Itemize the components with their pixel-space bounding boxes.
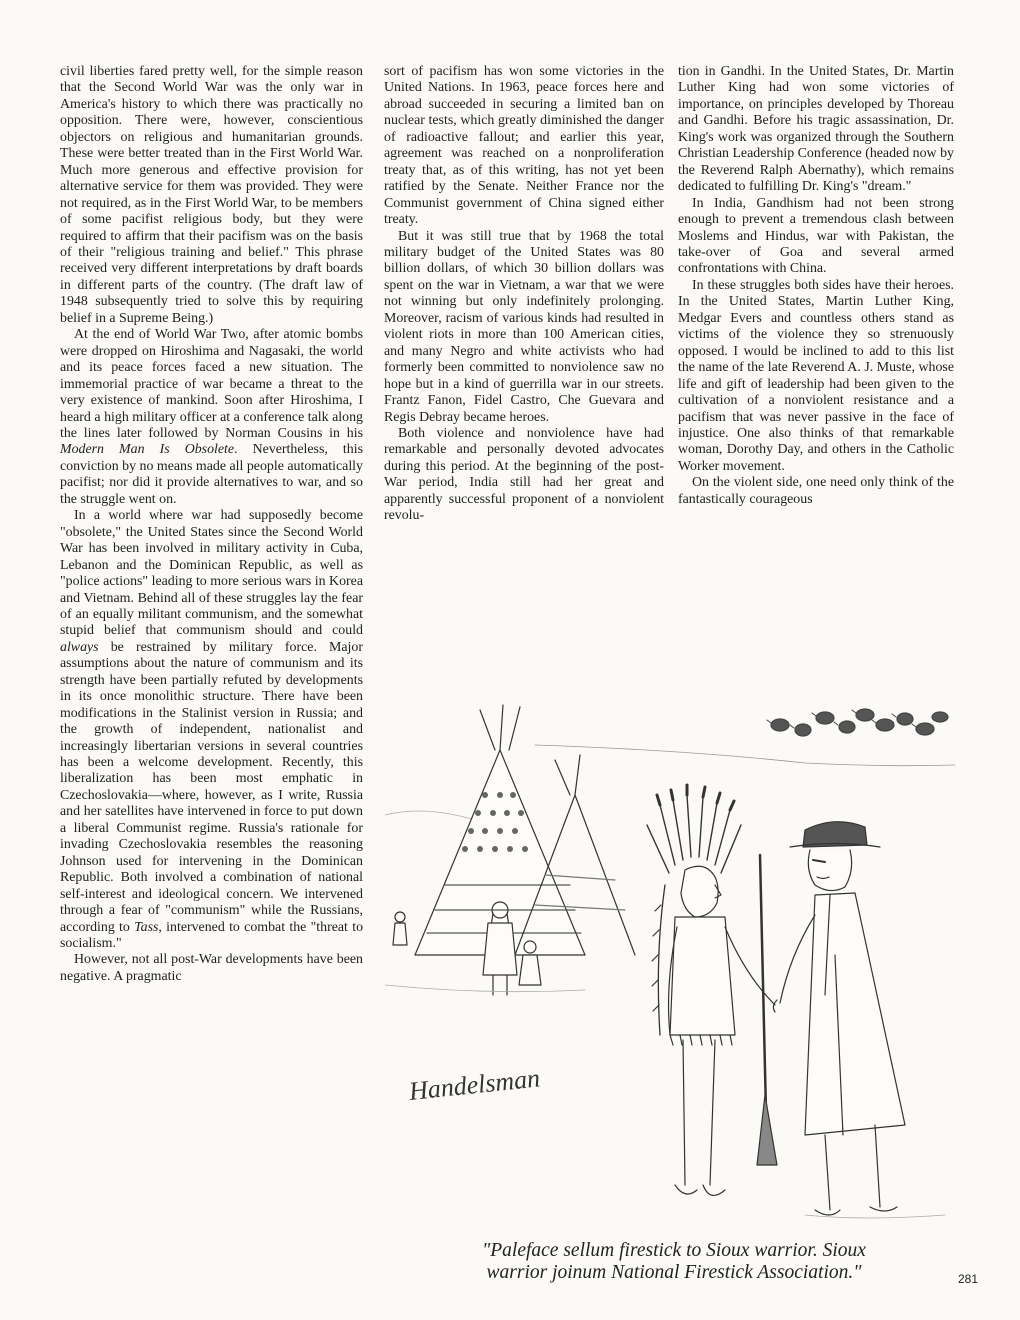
paragraph: At the end of World War Two, after atomic bombs were dropped on Hiroshima and Nagasaki, the world and its peace forces faced a new situation. The immemorial practice of war became a threat to the very existence of mankind. Soon after Hiroshima, I heard a high military officer at a conference talk along the lines later followed by Norman Cousins in his Modern Man Is Obsolete. Nevertheless, this conviction by no means made all people automatically pacifist; nor did it provide alternatives to war, and so the struggle went on.: [60, 327, 363, 507]
page-number: 281: [958, 1272, 979, 1286]
text-column-2: [384, 64, 664, 525]
paragraph: However, not all post-War developments have been negative. A pragmatic: [60, 952, 363, 984]
paragraph: tion in Gandhi. In the United States, Dr. Martin Luther King had won some victories of importance, on principles developed by Thoreau and Gandhi. Before his tragic assassination, Dr. King's work was organized through the Southern Christian Leadership Conference (headed now by the Reverend Ralph Abernathy), which remains dedicated to fulfilling Dr. King's "dream.": [678, 64, 954, 195]
cartoon-illustration: [385, 655, 957, 1230]
paragraph: In a world where war had supposedly become "obsolete," the United States since the Second World War has been involved in military activity in Cuba, Lebanon and the Dominican Republic, as well as "police actions" leading to more serious wars in Korea and Vietnam. Behind all of these struggles lay the fear of an equally militant communism, and the somewhat stupid belief that communism should and could always be restrained by military force. Major assumptions about the nature of communism and its strength have been partially refuted by developments in its once monolithic structure. There have been modifications in the Stalinist version in Russia; and the growth of independent, nationalist and increasingly libertarian versions in several countries has been a welcome development. Recently, this liberalization has been most emphatic in Czechoslovakia—where, however, as I write, Russia and her satellites have intervened in force to put down a liberal Communist regime. Russia's rationale for invading Czechoslovakia resembles the reasoning Johnson used for intervening in the Dominican Republic. Both involved a combination of national self-interest and ideological concern. We intervened through a fear of "communism" while the Russians, according to Tass, intervened to combat the "threat to socialism.": [60, 508, 364, 952]
agency-name: Tass: [134, 919, 159, 935]
paragraph: In India, Gandhism had not been strong enough to prevent a tremendous clash between Moslems and Hindus, war with Pakistan, the take-over of Goa and several armed confrontations with China.: [678, 195, 954, 277]
paragraph: On the violent side, one need only think of the fantastically courageous: [678, 475, 954, 507]
paragraph: sort of pacifism has won some victories in the United Nations. In 1963, peace forces here and abroad succeeded in securing a limited ban on nuclear tests, which greatly diminished the danger of radioactive fallout; and earlier this year, agreement was reached on a nonproliferation treaty that, as of this writing, has not yet been ratified by the Senate. Neither France nor the Communist government of China signed either treaty.: [384, 64, 664, 228]
cartoon-caption: "Paleface sellum firestick to Sioux warrior. Sioux warrior joinum National Firestick Association.": [482, 1240, 866, 1283]
small-child-figure: [393, 912, 407, 945]
buffalo-herd: [767, 709, 948, 736]
paragraph: But it was still true that by 1968 the total military budget of the United States was 80 billion dollars, of which 30 billion dollars was spent on the war in Vietnam, a war that we were not winning but only indefinitely prolonging. Moreover, racism of various kinds had resulted in violent riots in more than 100 American cities, and many Negro and white activists who had formerly been committed to nonviolence saw no hope but in a kind of guerrilla war in our streets. Frantz Fanon, Fidel Castro, Che Guevara and Regis Debray became heroes.: [384, 228, 664, 425]
paleface-trader: [773, 822, 905, 1215]
text-column-1: [60, 64, 363, 985]
paragraph: Both violence and nonviolence have had remarkable and personally devoted advocates during this period. At the beginning of the post-War period, India still had her great and apparently successful proponent of a nonviolent revolu-: [384, 425, 664, 524]
book-title: Modern Man Is Obsolete: [60, 442, 235, 458]
text-column-3: [678, 64, 954, 508]
paragraph: civil liberties fared pretty well, for the simple reason that the Second World War was the only war in America's history to which there was practically no opposition. There were, however, conscientious objectors on religious and humanitarian grounds. These were better treated than in the First World War. Much more generous and effective provision for alternative service for them was provided. They were not required, as in the First World War, to be members of some pacifist religious body, but they were required to affirm that their pacifism was on the basis of their "religious training and belief." This phrase received very different interpretations by draft boards in different parts of the country. (The draft law of 1948 subsequently tried to solve this by requiring belief in a Supreme Being.): [60, 64, 363, 326]
artist-signature: Handelsman: [407, 1063, 542, 1106]
paragraph: In these struggles both sides have their heroes. In the United States, Martin Luther King, Medgar Evers and countless others stand as victims of the violence they so strenuously opposed. I would be inclined to add to this list the name of the late Reverend A. J. Muste, whose life and gift of leadership had been given to the cultivation of a nonviolent resistance and a pacifism that was never passive in the face of injustice. One also thinks of that remarkable woman, Dorothy Day, and others in the Catholic Worker movement.: [678, 277, 954, 474]
sioux-warrior: [647, 785, 775, 1195]
